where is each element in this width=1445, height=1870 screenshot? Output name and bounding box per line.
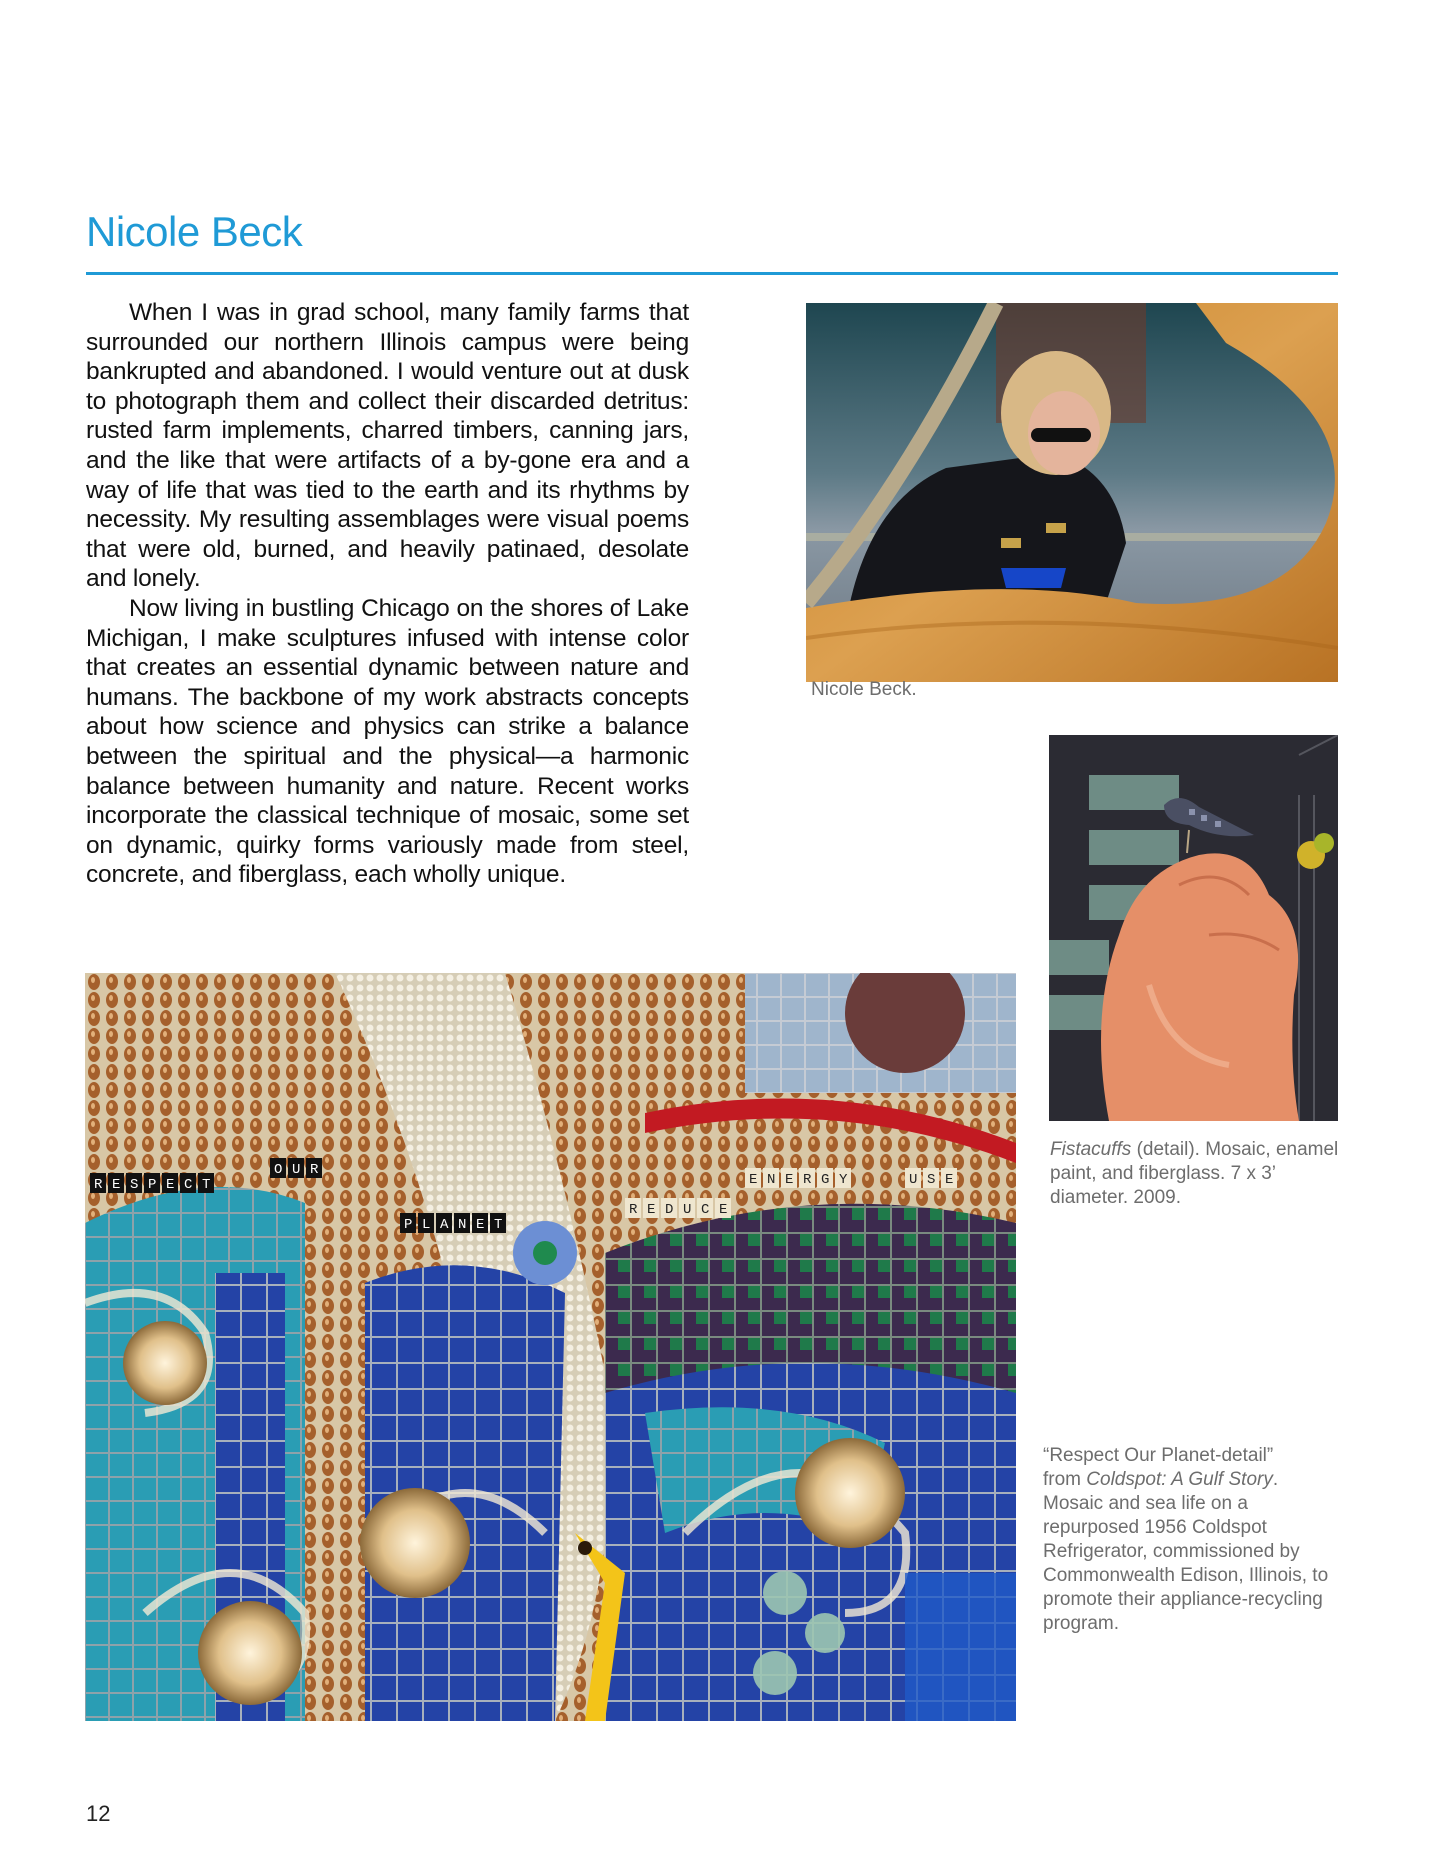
mosaic-word-tile: [90, 1173, 214, 1193]
svg-text:S: S: [927, 1172, 936, 1188]
svg-text:A: A: [440, 1217, 449, 1233]
caption-details: . Mosaic and sea life on a repurposed 1956 Coldspot Refrigerator, commissioned by Commonwealth Edison, Illinois, to promote their appliance-recycling program.: [1043, 1469, 1329, 1634]
page-title: Nicole Beck: [86, 208, 303, 255]
portrait-photo: [806, 303, 1338, 682]
svg-text:P: P: [404, 1217, 413, 1233]
svg-text:R: R: [94, 1177, 103, 1193]
title-rule: [86, 272, 1338, 275]
mosaic-photo: [85, 973, 1016, 1721]
svg-text:U: U: [292, 1162, 301, 1178]
svg-text:E: E: [647, 1202, 656, 1218]
mosaic-word-tile: [270, 1158, 322, 1178]
svg-text:P: P: [148, 1177, 157, 1193]
svg-text:R: R: [803, 1172, 812, 1188]
paragraph-1: When I was in grad school, many family farms that surrounded our northern Illinois campus were being bankrupted and abandoned. I would venture out at dusk to photograph them and collect their discarded detritus: rusted farm implements, charred timbers, canning jars, and the like that were artifacts of a by-gone era and a way of life that was tied to the earth and its rhythms by necessity. My resulting assemblages were visual poems that were old, burned, and heavily patinaed, desolate and lonely.: [86, 299, 689, 593]
svg-text:C: C: [184, 1177, 193, 1193]
artwork-title: Fistacuffs: [1050, 1139, 1132, 1160]
artwork-title: Coldspot: A Gulf Story: [1086, 1469, 1273, 1490]
svg-text:N: N: [767, 1172, 776, 1188]
svg-text:U: U: [909, 1172, 918, 1188]
mosaic-word-tile: [905, 1168, 957, 1188]
svg-text:S: S: [130, 1177, 139, 1193]
fistacuffs-caption: [1050, 1138, 1350, 1210]
svg-text:R: R: [629, 1202, 638, 1218]
svg-text:N: N: [458, 1217, 467, 1233]
artwork-details: (detail). Mosaic, enamel paint, and fiberglass. 7 x 3’ diameter. 2009.: [1050, 1139, 1339, 1208]
svg-text:C: C: [701, 1202, 710, 1218]
svg-text:E: E: [719, 1202, 728, 1218]
svg-text:E: E: [166, 1177, 175, 1193]
svg-text:E: E: [476, 1217, 485, 1233]
caption-quote: “Respect Our Planet-detail”: [1043, 1445, 1274, 1466]
svg-text:D: D: [665, 1202, 674, 1218]
svg-text:U: U: [683, 1202, 692, 1218]
svg-text:E: E: [945, 1172, 954, 1188]
portrait-caption: Nicole Beck.: [811, 679, 917, 700]
paragraph-2: Now living in bustling Chicago on the shores of Lake Michigan, I make sculptures infused with intense color that creates an essential dynamic between nature and humans. The backbone of my work abstracts concepts about how science and physics can strike a balance between the spiritual and the physical—a harmonic balance between humanity and nature. Recent works incorporate the classical technique of mosaic, some set on dynamic, quirky forms variously made from steel, concrete, and fiberglass, each wholly unique.: [86, 594, 689, 889]
svg-text:O: O: [274, 1162, 283, 1178]
article-body: [86, 298, 689, 890]
svg-text:E: E: [749, 1172, 758, 1188]
svg-text:R: R: [310, 1162, 319, 1178]
svg-text:L: L: [422, 1217, 431, 1233]
svg-text:E: E: [112, 1177, 121, 1193]
caption-from: from: [1043, 1469, 1087, 1490]
svg-text:Y: Y: [839, 1172, 848, 1188]
page-number: 12: [86, 1801, 111, 1826]
mosaic-caption: [1043, 1444, 1343, 1636]
svg-text:T: T: [494, 1217, 503, 1233]
fistacuffs-photo: [1049, 735, 1338, 1121]
svg-text:T: T: [202, 1177, 211, 1193]
svg-text:E: E: [785, 1172, 794, 1188]
svg-text:G: G: [821, 1172, 830, 1188]
